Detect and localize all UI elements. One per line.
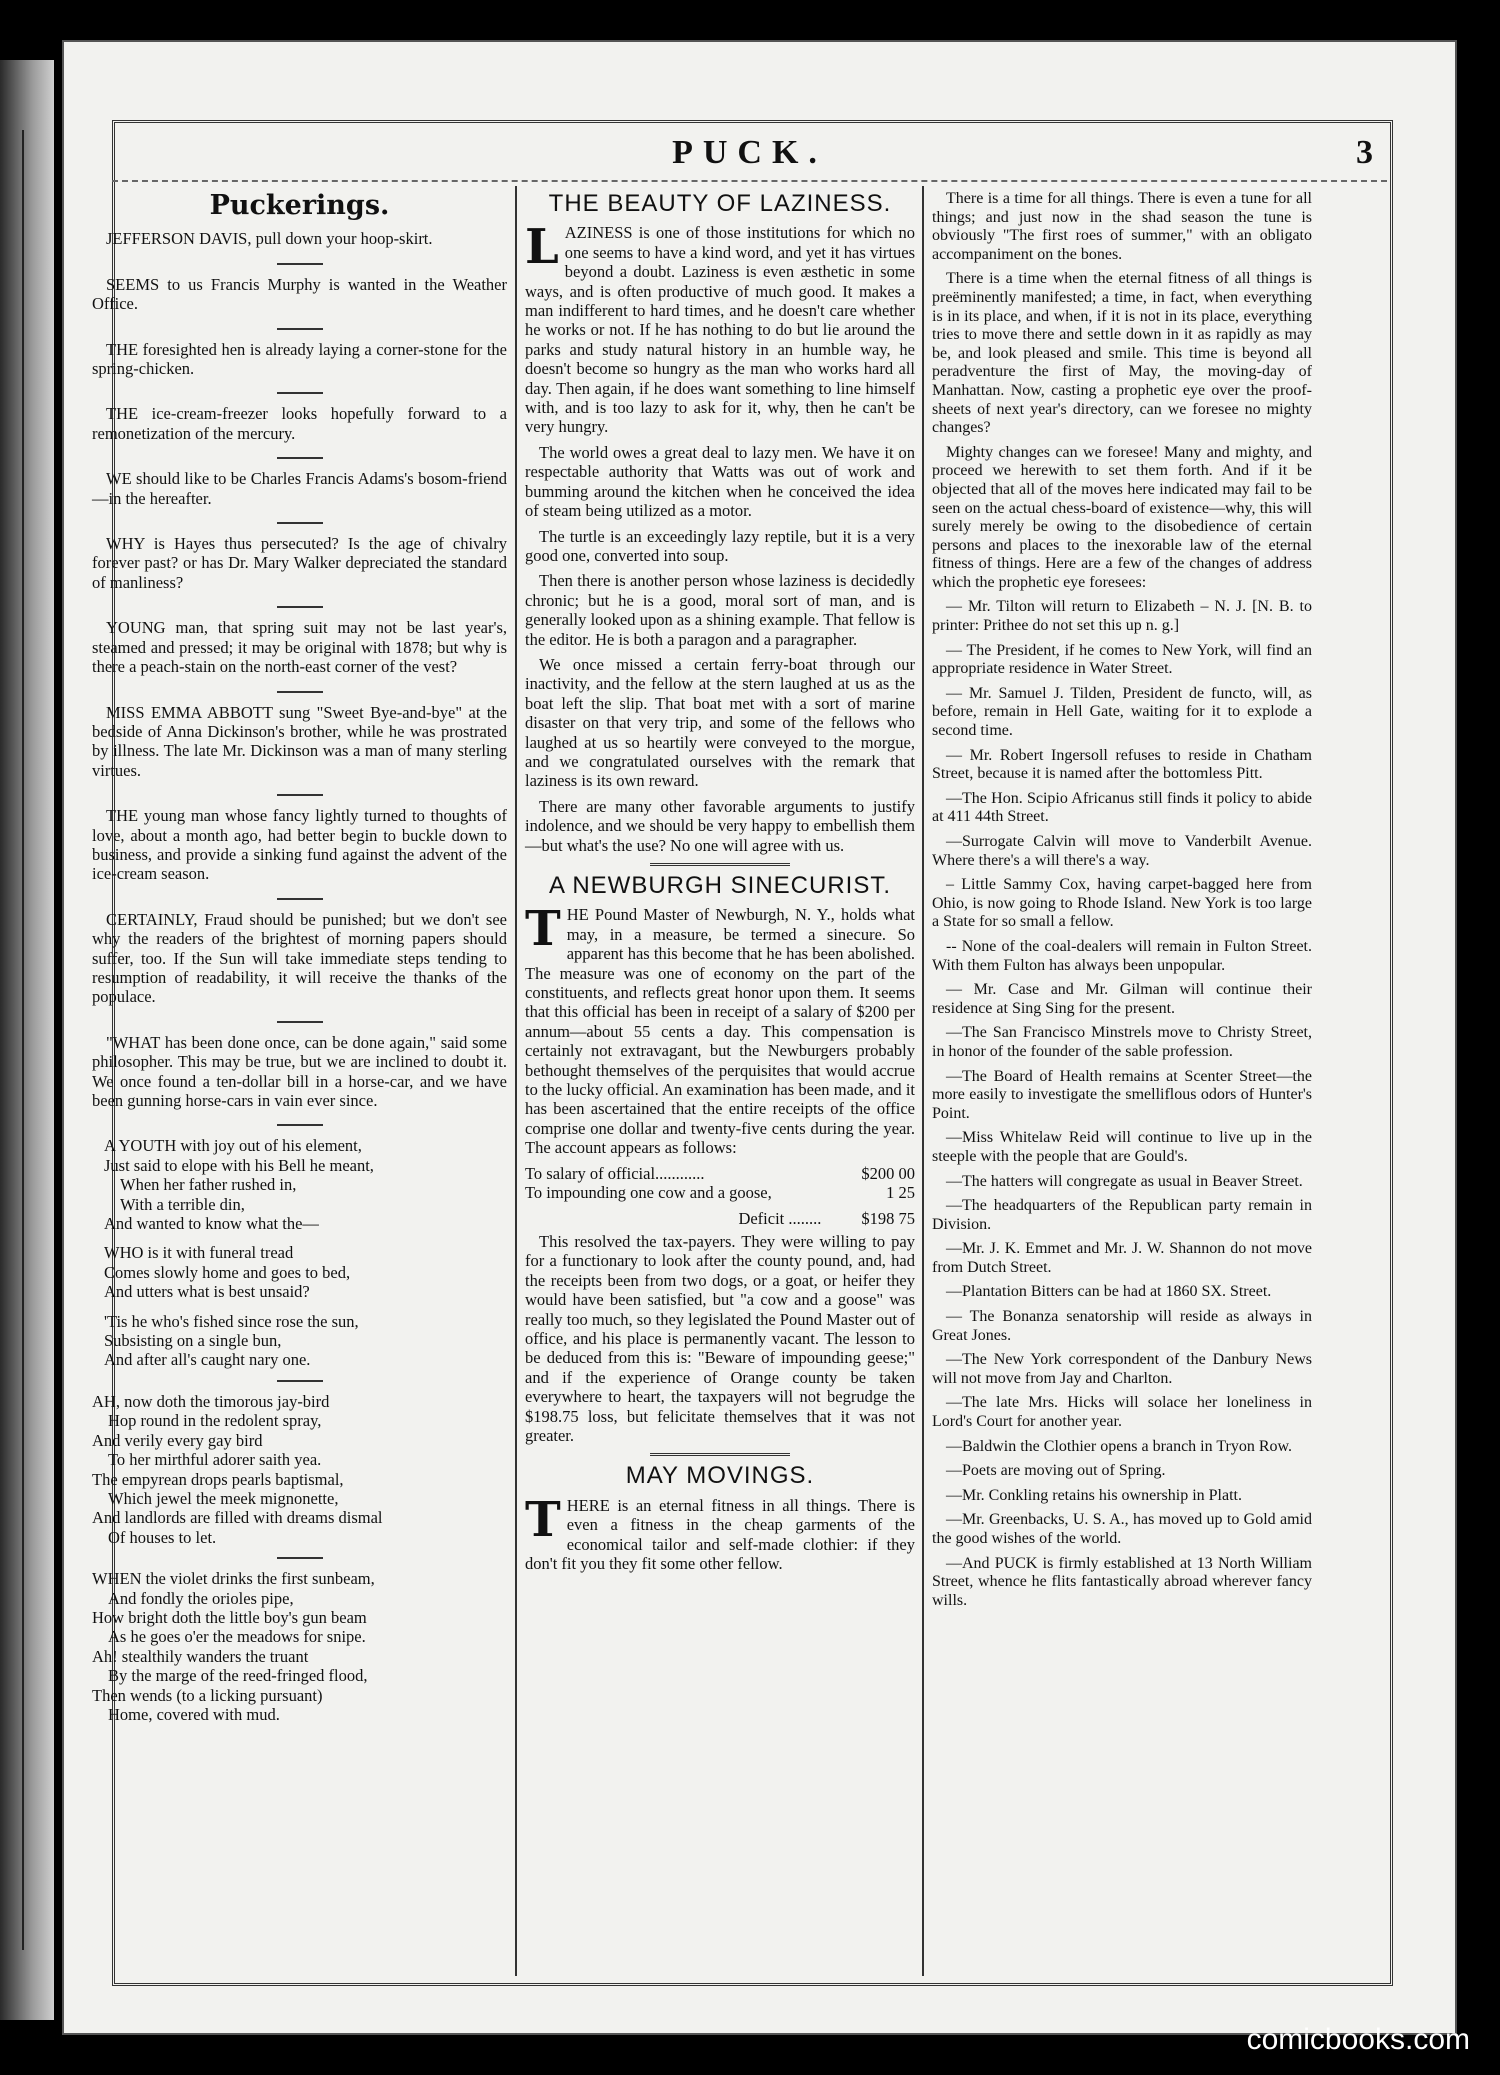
paragraph: —And PUCK is firmly established at 13 North William Street, whence he flits fantastically abroad wherever fancy wills.: [932, 1554, 1312, 1609]
paragraph: — The President, if he comes to New York, will find an appropriate residence in Water Street.: [932, 641, 1312, 678]
verse: [92, 1569, 507, 1724]
page-number: 3: [1356, 134, 1373, 171]
paragraph: WE should like to be Charles Francis Adams's bosom-friend—in the hereafter.: [92, 469, 507, 508]
paragraph: HE Pound Master of Newburgh, N. Y., holds what may, in a measure, be termed a sinecure. So apparent has this become that he has been abolished. The measure was one of economy on the part of the constituents, and reflects great honor upon them. It seems that this official has been in receipt of a salary of $200 per annum—about 55 cents a day. This compensation is certainly not extravagant, but the Newburgers probably bethought themselves of the perquisites that would accrue to the lucky official. An examination has been made, and it has been ascertained that the entire receipts of the office comprise one dollar and twenty-five cents during the year. The account appears as follows:: [525, 905, 915, 1158]
verse: [104, 1243, 507, 1301]
paragraph: We once missed a certain ferry-boat through our inactivity, and the fellow at the stern laughed at us as the boat left the slip. That boat met with a sort of marine disaster on that very trip, and some of the fellows who laughed at us so heartily were conveyed to the morgue, and we congratulated ourselves with the remark that laziness is its own reward.: [525, 654, 915, 791]
drop-cap: L: [525, 219, 559, 276]
verse-line: Of houses to let.: [108, 1527, 217, 1547]
previous-page-edge: [0, 60, 54, 2020]
verse-line: 'Tis he who's fished since rose the sun,: [104, 1311, 359, 1331]
paragraph: —Mr. Greenbacks, U. S. A., has moved up to Gold amid the good wishes of the world.: [932, 1511, 1312, 1547]
verse-line: Which jewel the meek mignonette,: [108, 1488, 339, 1508]
column-articles: [525, 190, 915, 1579]
verse-line: The empyrean drops pearls baptismal,: [92, 1469, 344, 1489]
paragraph: The world owes a great deal to lazy men. We have it on respectable authority that Watts was out of work and bumming around the kitchen when he conceived the idea of steam being utilized as a motor.: [525, 442, 915, 521]
paragraph: —Mr. J. K. Emmet and Mr. J. W. Shannon do not move from Dutch Street.: [932, 1240, 1312, 1276]
paragraph: WHY is Hayes thus persecuted? Is the age of chivalry forever past? or has Dr. Mary Walker depreciated the standard of manliness?: [92, 534, 507, 592]
account-ledger: [525, 1164, 915, 1228]
paragraph: There are many other favorable arguments to justify indolence, and we should be very happy to embellish them—but what's the use? No one will agree with us.: [525, 796, 915, 855]
verse-line: Subsisting on a single bun,: [104, 1331, 282, 1351]
ledger-total: Deficit ........ $198 75: [738, 1208, 915, 1228]
paragraph: SEEMS to us Francis Murphy is wanted in the Weather Office.: [92, 274, 507, 314]
paragraph: THE young man whose fancy lightly turned to thoughts of love, about a month ago, had better begin to buckle down to business, and provide a sinking fund against the advent of the ice-cream season.: [92, 806, 507, 884]
paragraph: — Mr. Robert Ingersoll refuses to reside in Chatham Street, because it is named after the bottomless Pitt.: [932, 746, 1312, 783]
column-rule: [515, 186, 517, 1976]
paragraph: —The headquarters of the Republican party remain in Division.: [932, 1197, 1312, 1233]
drop-cap: T: [525, 901, 561, 958]
verse-line: Then wends (to a licking pursuant): [92, 1685, 323, 1705]
paragraph: Then there is another person whose laziness is decidedly chronic; but he is a good, moral sort of man, and is generally looked upon as a shining example. That fellow is the editor. He is both a paragon and a paragrapher.: [525, 571, 915, 649]
verse-line: Ah! stealthily wanders the truant: [92, 1646, 309, 1666]
verse-line: Hop round in the redolent spray,: [108, 1411, 322, 1431]
paragraph: THE ice-cream-freezer looks hopefully forward to a remonetization of the mercury.: [92, 404, 507, 443]
drop-cap: T: [525, 1491, 561, 1548]
verse-line: When her father rushed in,: [120, 1175, 297, 1195]
paragraph: — Mr. Case and Mr. Gilman will continue their residence at Sing Sing for the present.: [932, 981, 1312, 1017]
verse-line: How bright doth the little boy's gun beam: [92, 1607, 367, 1627]
paragraph: —Baldwin the Clothier opens a branch in Tryon Row.: [946, 1437, 1293, 1455]
paragraph: — Mr. Tilton will return to Elizabeth – N. J. [N. B. to printer: Prithee do not set this up n. g.]: [932, 598, 1312, 635]
paragraph: Mighty changes can we foresee! Many and mighty, and proceed we herewith to set them forth. And if it be objected that all of the moves here indicated may fail to be seen on the actual chess-board of existence—why, this will surely merely be owing to the disobedience of certain persons and places to the inexorable law of the eternal fitness of things. Here are a few of the changes of address which the prophetic eye foresees:: [932, 443, 1312, 591]
verse-line: Comes slowly home and goes to bed,: [104, 1262, 351, 1282]
article-title: THE BEAUTY OF LAZINESS.: [548, 190, 892, 217]
paragraph: CERTAINLY, Fraud should be punished; but we don't see why the readers of the brightest of morning papers should suffer, too. If the Sun will take immediate steps tending to resumption of readability, it will receive the thanks of the populace.: [92, 909, 507, 1007]
verse: [104, 1312, 507, 1370]
paragraph: —The Board of Health remains at Scenter Street—the more easily to investigate the smelliflous odors of Hunter's Point.: [932, 1067, 1312, 1122]
article-title: A NEWBURGH SINECURIST.: [548, 872, 892, 899]
paragraph: —The San Francisco Minstrels move to Christy Street, in honor of the founder of the sable profession.: [932, 1024, 1312, 1060]
verse-line: And wanted to know what the—: [104, 1214, 319, 1234]
verse-line: WHO is it with funeral tread: [104, 1243, 294, 1263]
page-header: [112, 128, 1387, 178]
verse-line: And fondly the orioles pipe,: [108, 1588, 294, 1608]
paragraph: —The Hon. Scipio Africanus still finds it policy to abide at 411 44th Street.: [932, 789, 1312, 826]
watermark: comicbooks.com: [1246, 2023, 1470, 2056]
paragraph: There is a time for all things. There is even a tune for all things; and just now in the shad season the tune is obviously "The first roes of summer," with an obligato accompaniment on the bones.: [932, 190, 1312, 263]
verse-line: A YOUTH with joy out of his element,: [104, 1136, 362, 1156]
paragraph: — The Bonanza senatorship will reside as always in Great Jones.: [932, 1308, 1312, 1344]
paragraph: The turtle is an exceedingly lazy reptile, but it is a very good one, converted into soup.: [525, 526, 915, 565]
section-title: Puckerings.: [209, 190, 390, 221]
ledger-row: To impounding one cow and a goose, 1 25: [525, 1183, 915, 1203]
verse-line: And verily every gay bird: [92, 1430, 263, 1450]
verse-line: And after all's caught nary one.: [104, 1350, 311, 1370]
paragraph: — Mr. Samuel J. Tilden, President de functo, will, as before, remain in Hell Gate, waiting for it to explode a second time.: [932, 684, 1312, 740]
paragraph: This resolved the tax-payers. They were willing to pay for a functionary to look after the county pound, and, had the receipts been from two dogs, or a goat, or heifer they would have been satisfied, but "a cow and a goose" was really too much, so they legislated the Pound Master out of office, and his place is permanently vacant. The lesson to be deduced from this is: "Beware of impounding geese;" and if the experience of Orange county be taken everywhere to heart, the taxpayers will not begrudge the $198.75 loss, but felicitate themselves that it was not greater.: [525, 1231, 915, 1445]
verse: [104, 1136, 507, 1233]
verse-line: And landlords are filled with dreams dismal: [92, 1508, 383, 1528]
paragraph: – Little Sammy Cox, having carpet-bagged here from Ohio, is now going to Rhode Island. New York is too large a State for so small a fellow.: [932, 876, 1312, 931]
paragraph: JEFFERSON DAVIS, pull down your hoop-skirt.: [106, 229, 433, 249]
paragraph: YOUNG man, that spring suit may not be last year's, steamed and pressed; it may be original with 1878; but why is there a peach-stain on the north-east corner of the vest?: [92, 618, 507, 677]
verse-line: By the marge of the reed-fringed flood,: [108, 1666, 368, 1686]
paragraph: AZINESS is one of those institutions for which no one seems to have a kind word, and yet it has virtues beyond a doubt. Laziness is even æsthetic in some ways, and is often productive of much good. It makes a man indifferent to hard times, and he doesn't care whether he works or not. If he has nothing to do but lie around the parks and study natural history in an humble way, he doesn't become so hungry as the man who works hard all day. Then again, if he does want something to line himself with, and is too lazy to ask for it, why, then he can't be very hungry.: [525, 223, 915, 437]
paragraph: —The New York correspondent of the Danbury News will not move from Jay and Charlton.: [932, 1351, 1312, 1387]
column-rule: [922, 186, 924, 1976]
paragraph: —Miss Whitelaw Reid will continue to live up in the steeple with the people that are Gould's.: [932, 1129, 1312, 1165]
article-title: MAY MOVINGS.: [625, 1462, 815, 1490]
verse-line: WHEN the violet drinks the first sunbeam,: [92, 1569, 375, 1589]
verse-line: With a terrible din,: [120, 1194, 245, 1214]
verse-line: Home, covered with mud.: [108, 1704, 280, 1724]
paragraph: There is a time when the eternal fitness of all things is preëminently manifested; a time, in fact, when everything is in its place, and when, if it is not in its place, everything tries to move there and settle down in it as rapidly as may be, and look pleased and smile. This time is beyond all peradventure the first of May, the moving-day of Manhattan. Now, casting a prophetic eye over the proof-sheets of next year's directory, can we foresee no mighty changes?: [932, 270, 1312, 437]
paragraph: —Poets are moving out of Spring.: [946, 1462, 1166, 1480]
paragraph: HERE is an eternal fitness in all things. There is even a fitness in the cheap garments of the economical tailor and self-made clothier: if they don't fit you they fit some other fellow.: [525, 1495, 915, 1573]
column-may-movings: [932, 190, 1312, 1616]
verse-line: As he goes o'er the meadows for snipe.: [108, 1627, 366, 1647]
verse-line: And utters what is best unsaid?: [104, 1282, 310, 1302]
verse-line: To her mirthful adorer saith yea.: [108, 1450, 322, 1470]
header-rule: [112, 180, 1387, 182]
verse-line: AH, now doth the timorous jay-bird: [92, 1391, 330, 1411]
ledger-row: To salary of official............ $200 00: [525, 1163, 915, 1183]
paragraph: —The late Mrs. Hicks will solace her loneliness in Lord's Court for another year.: [932, 1394, 1312, 1431]
column-puckerings: [92, 190, 507, 1734]
paragraph: —Plantation Bitters can be had at 1860 SX. Street.: [946, 1283, 1272, 1301]
paragraph: -- None of the coal-dealers will remain in Fulton Street. With them Fulton has always been unpopular.: [932, 937, 1312, 974]
masthead: PUCK.: [672, 134, 827, 171]
paragraph: —Surrogate Calvin will move to Vanderbilt Avenue. Where there's a will there's a way.: [932, 833, 1312, 869]
paragraph: "WHAT has been done once, can be done again," said some philosopher. This may be true, but we are inclined to doubt it. We once found a ten-dollar bill in a horse-car, and we have been gunning horse-cars in vain ever since.: [92, 1032, 507, 1110]
verse-line: Just said to elope with his Bell he meant,: [104, 1155, 374, 1175]
paragraph: MISS EMMA ABBOTT sung "Sweet Bye-and-bye" at the bedside of Anna Dickinson's brother, while he was prostrated by illness. The late Mr. Dickinson was a man of many sterling virtues.: [92, 702, 507, 780]
paragraph: —The hatters will congregate as usual in Beaver Street.: [946, 1172, 1303, 1190]
verse: [92, 1392, 507, 1547]
paragraph: THE foresighted hen is already laying a corner-stone for the spring-chicken.: [92, 339, 507, 379]
paragraph: —Mr. Conkling retains his ownership in Platt.: [946, 1486, 1242, 1504]
